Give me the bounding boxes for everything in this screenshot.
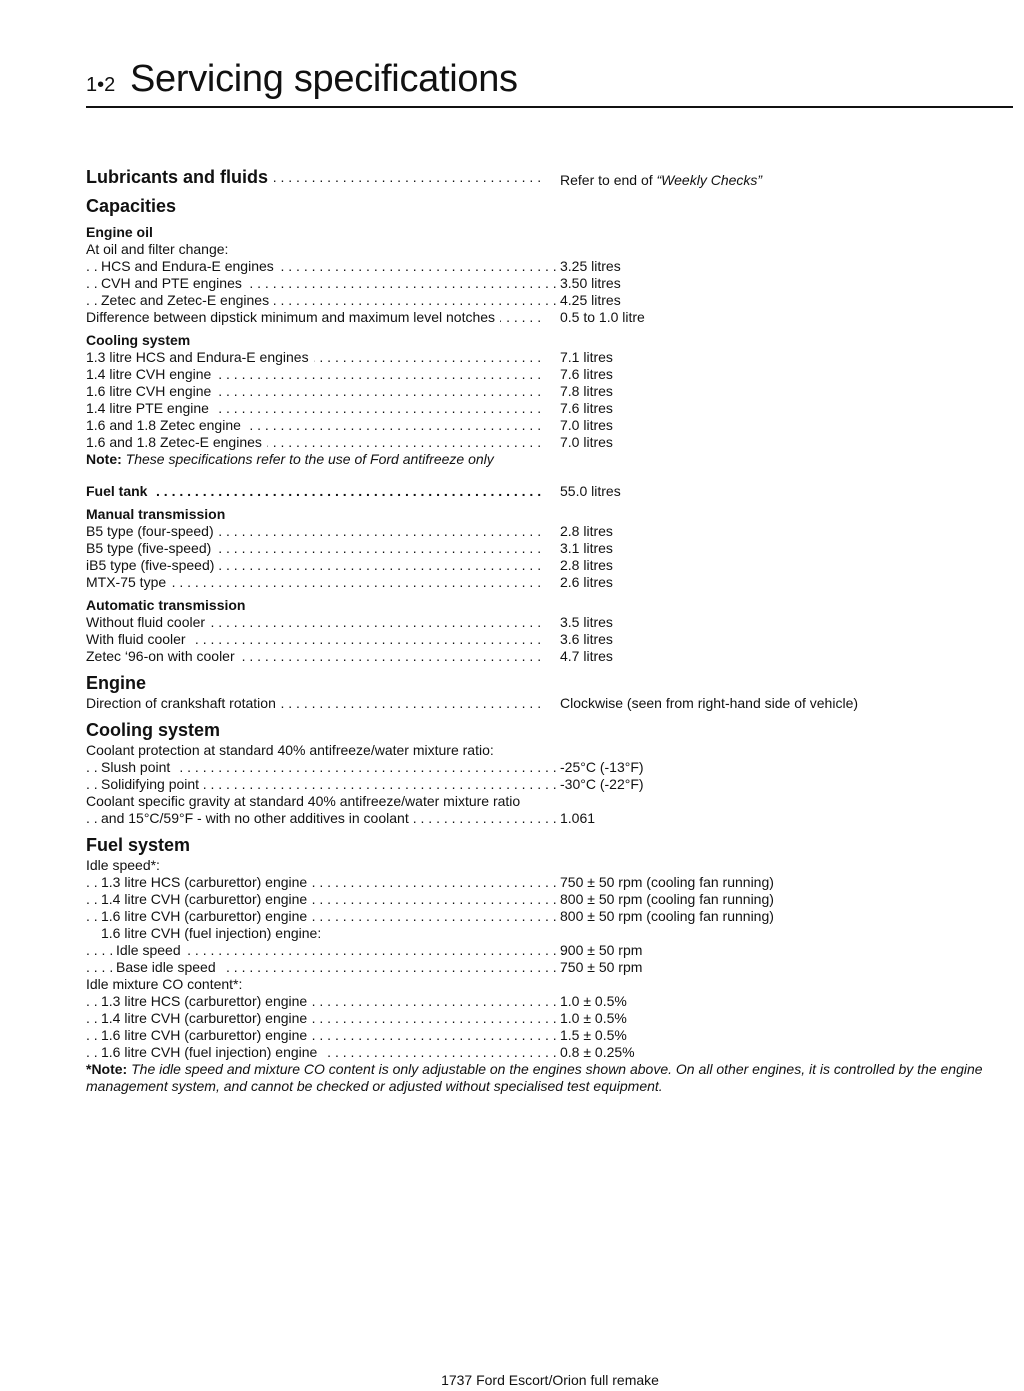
fuel-tank-label: Fuel tank bbox=[86, 483, 152, 499]
spec-value: 7.6 litres bbox=[560, 400, 613, 416]
spec-row bbox=[86, 417, 1016, 434]
spec-value: 900 ± 50 rpm bbox=[560, 942, 643, 958]
spec-value: 7.6 litres bbox=[560, 366, 613, 382]
spec-value: 4.7 litres bbox=[560, 648, 613, 664]
spec-label: 1.4 litre CVH (carburettor) engine bbox=[101, 891, 312, 907]
cooling-note: Note: These specifications refer to the use of Ford antifreeze only bbox=[86, 451, 494, 467]
lubricants-value: Refer to end of “Weekly Checks” bbox=[560, 172, 763, 188]
spec-value: 750 ± 50 rpm (cooling fan running) bbox=[560, 874, 774, 890]
fuel-system-heading: Fuel system bbox=[86, 835, 191, 855]
spec-row bbox=[86, 1044, 1016, 1061]
automatic-transmission-heading: Automatic transmission bbox=[86, 597, 246, 613]
fuel-tank-value: 55.0 litres bbox=[560, 483, 621, 499]
spec-label: 1.6 litre CVH (fuel injection) engine bbox=[101, 1044, 322, 1060]
spec-row bbox=[86, 908, 1016, 925]
spec-label: MTX-75 type bbox=[86, 574, 171, 590]
spec-row bbox=[86, 993, 1016, 1010]
idle-speed-rows bbox=[86, 874, 1016, 925]
page-title: Servicing specifications bbox=[130, 58, 518, 100]
spec-row bbox=[86, 759, 1016, 776]
spec-label: 1.6 litre CVH (carburettor) engine bbox=[101, 1027, 312, 1043]
spec-label: iB5 type (five-speed) bbox=[86, 557, 219, 573]
spec-value: 7.0 litres bbox=[560, 434, 613, 450]
spec-label: Direction of crankshaft rotation bbox=[86, 695, 281, 711]
coolant-gravity-line: Coolant specific gravity at standard 40% antifreeze/water mixture ratio bbox=[86, 793, 1016, 810]
spec-label: With fluid cooler bbox=[86, 631, 191, 647]
spec-label: 1.3 litre HCS (carburettor) engine bbox=[101, 874, 312, 890]
spec-value: 800 ± 50 rpm (cooling fan running) bbox=[560, 891, 774, 907]
spec-row bbox=[86, 776, 1016, 793]
spec-row bbox=[86, 695, 1016, 712]
spec-row bbox=[86, 614, 1016, 631]
spec-label: Base idle speed bbox=[116, 959, 221, 975]
spec-label: HCS and Endura-E engines bbox=[101, 258, 279, 274]
co-content-rows bbox=[86, 993, 1016, 1061]
spec-label: and 15°C/59°F - with no other additives in coolant bbox=[101, 810, 414, 826]
spec-label: Zetec ‘96-on with cooler bbox=[86, 648, 240, 664]
spec-value: 1.061 bbox=[560, 810, 596, 826]
idle-speed-heading: Idle speed*: bbox=[86, 857, 1016, 874]
spec-value: 2.8 litres bbox=[560, 557, 613, 573]
spec-row bbox=[86, 874, 1016, 891]
spec-row bbox=[86, 258, 1016, 275]
page-footer: 1737 Ford Escort/Orion full remake bbox=[441, 1372, 659, 1388]
spec-row-gravity bbox=[86, 810, 1016, 827]
automatic-transmission-rows bbox=[86, 614, 1016, 665]
spec-label: Difference between dipstick minimum and maximum level notches bbox=[86, 309, 500, 325]
spec-value: 0.5 to 1.0 litre bbox=[560, 309, 645, 325]
spec-label: 1.4 litre PTE engine bbox=[86, 400, 214, 416]
spec-label: 1.3 litre HCS (carburettor) engine bbox=[101, 993, 312, 1009]
spec-row bbox=[86, 366, 1016, 383]
injection-heading: 1.6 litre CVH (fuel injection) engine: bbox=[86, 925, 1016, 942]
spec-value: 2.6 litres bbox=[560, 574, 613, 590]
spec-row bbox=[86, 574, 1016, 591]
page-number: 1•2 bbox=[86, 74, 116, 96]
spec-value: 3.50 litres bbox=[560, 275, 621, 291]
engine-oil-heading: Engine oil bbox=[86, 224, 153, 240]
spec-row bbox=[86, 275, 1016, 292]
spec-value: -30°C (-22°F) bbox=[560, 776, 644, 792]
spec-label: Idle speed bbox=[116, 942, 186, 958]
engine-heading: Engine bbox=[86, 673, 147, 693]
spec-label: 1.6 and 1.8 Zetec engine bbox=[86, 417, 246, 433]
spec-value: 0.8 ± 0.25% bbox=[560, 1044, 635, 1060]
spec-label: 1.4 litre CVH (carburettor) engine bbox=[101, 1010, 312, 1026]
spec-label: B5 type (four-speed) bbox=[86, 523, 219, 539]
spec-row bbox=[86, 648, 1016, 665]
capacities-heading: Capacities bbox=[86, 196, 177, 216]
spec-label: 1.6 litre CVH engine bbox=[86, 383, 216, 399]
spec-value: 7.8 litres bbox=[560, 383, 613, 399]
spec-value: 750 ± 50 rpm bbox=[560, 959, 643, 975]
spec-label: 1.6 and 1.8 Zetec-E engines bbox=[86, 434, 267, 450]
fuel-system-note: *Note: The idle speed and mixture CO content is only adjustable on the engines shown above. On all other engines, it is controlled by the engine management system, and cannot be checked or adjusted without specialised test equipment. bbox=[86, 1061, 983, 1094]
manual-transmission-rows bbox=[86, 523, 1016, 591]
spec-label: 1.4 litre CVH engine bbox=[86, 366, 216, 382]
spec-value: 4.25 litres bbox=[560, 292, 621, 308]
spec-value: 800 ± 50 rpm (cooling fan running) bbox=[560, 908, 774, 924]
lubricants-row bbox=[86, 166, 1016, 188]
spec-row bbox=[86, 557, 1016, 574]
spec-row bbox=[86, 292, 1016, 309]
spec-label: 1.3 litre HCS and Endura-E engines bbox=[86, 349, 314, 365]
spec-label: Zetec and Zetec-E engines bbox=[101, 292, 274, 308]
page-header bbox=[86, 58, 1013, 108]
spec-row bbox=[86, 891, 1016, 908]
spec-value: 3.6 litres bbox=[560, 631, 613, 647]
spec-value: 1.5 ± 0.5% bbox=[560, 1027, 627, 1043]
spec-label: Solidifying point bbox=[101, 776, 204, 792]
injection-rows bbox=[86, 942, 1016, 976]
spec-value: 3.25 litres bbox=[560, 258, 621, 274]
co-content-heading: Idle mixture CO content*: bbox=[86, 976, 1016, 993]
spec-row bbox=[86, 959, 1016, 976]
manual-transmission-heading: Manual transmission bbox=[86, 506, 226, 522]
coolant-protection-intro: Coolant protection at standard 40% antifreeze/water mixture ratio: bbox=[86, 742, 1016, 759]
spec-row bbox=[86, 1027, 1016, 1044]
spec-row bbox=[86, 942, 1016, 959]
lubricants-label: Lubricants and fluids bbox=[86, 167, 273, 187]
engine-oil-intro: At oil and filter change: bbox=[86, 241, 1016, 258]
coolant-rows bbox=[86, 759, 1016, 793]
fuel-tank-row bbox=[86, 483, 1016, 500]
spec-label: CVH and PTE engines bbox=[101, 275, 247, 291]
spec-value: 1.0 ± 0.5% bbox=[560, 993, 627, 1009]
engine-rows bbox=[86, 695, 1016, 712]
spec-label: Without fluid cooler bbox=[86, 614, 210, 630]
spec-label: 1.6 litre CVH (carburettor) engine bbox=[101, 908, 312, 924]
spec-row bbox=[86, 523, 1016, 540]
spec-value: 2.8 litres bbox=[560, 523, 613, 539]
capacity-cooling-heading: Cooling system bbox=[86, 332, 191, 348]
spec-row bbox=[86, 349, 1016, 366]
spec-value: 7.1 litres bbox=[560, 349, 613, 365]
spec-row bbox=[86, 383, 1016, 400]
spec-content bbox=[86, 166, 1016, 1095]
spec-row bbox=[86, 1010, 1016, 1027]
spec-value: 3.5 litres bbox=[560, 614, 613, 630]
cooling-system-heading: Cooling system bbox=[86, 720, 221, 740]
spec-value: 3.1 litres bbox=[560, 540, 613, 556]
spec-row-dipstick bbox=[86, 309, 1016, 326]
capacity-cooling-rows bbox=[86, 349, 1016, 451]
spec-row bbox=[86, 400, 1016, 417]
engine-oil-rows bbox=[86, 258, 1016, 309]
spec-label: B5 type (five-speed) bbox=[86, 540, 216, 556]
spec-row bbox=[86, 434, 1016, 451]
spec-value: -25°C (-13°F) bbox=[560, 759, 644, 775]
spec-row bbox=[86, 631, 1016, 648]
spec-value: 7.0 litres bbox=[560, 417, 613, 433]
spec-value: Clockwise (seen from right-hand side of vehicle) bbox=[560, 695, 859, 711]
spec-value: 1.0 ± 0.5% bbox=[560, 1010, 627, 1026]
spec-label: Slush point bbox=[101, 759, 175, 775]
spec-row bbox=[86, 540, 1016, 557]
